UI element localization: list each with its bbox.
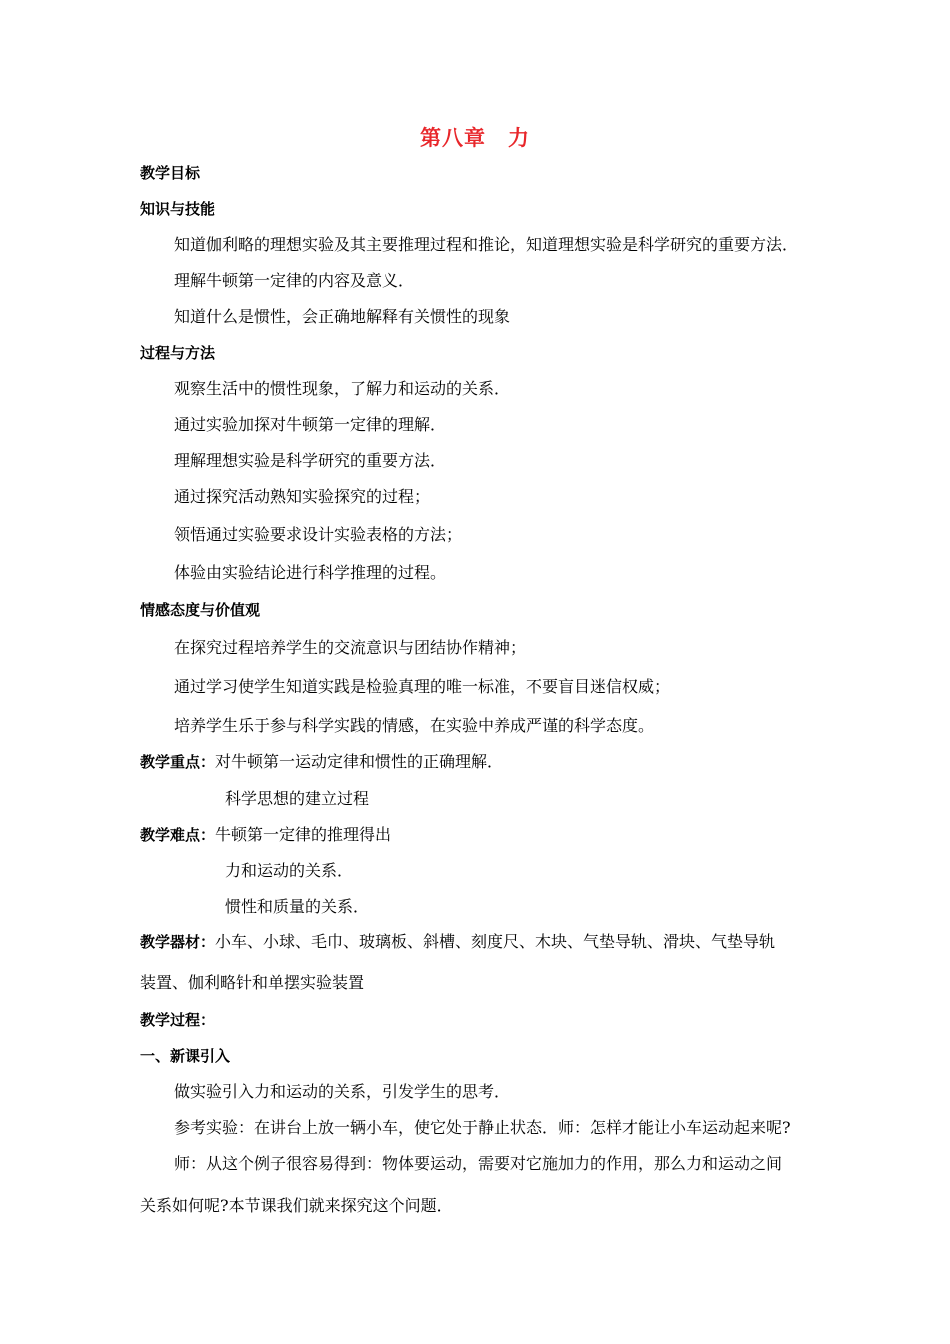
paragraph: 师：从这个例子很容易得到：物体要运动，需要对它施加力的作用，那么力和运动之间 bbox=[174, 1154, 783, 1173]
attitude-heading: 情感态度与价值观 bbox=[140, 601, 261, 619]
equipment-label: 教学器材： bbox=[140, 933, 216, 951]
process-item: 通过探究活动熟知实验探究的过程； bbox=[174, 487, 431, 506]
difficulty-item: 惯性和质量的关系． bbox=[225, 897, 370, 916]
attitude-item: 培养学生乐于参与科学实践的情感，在实验中养成严谨的科学态度。 bbox=[174, 716, 655, 735]
section-heading: 一、新课引入 bbox=[140, 1047, 231, 1065]
key-points-row bbox=[140, 752, 503, 772]
key-points-label: 教学重点： bbox=[140, 753, 216, 771]
process-item: 观察生活中的惯性现象，了解力和运动的关系． bbox=[174, 379, 511, 398]
knowledge-item: 知道伽利略的理想实验及其主要推理过程和推论，知道理想实验是科学研究的重要方法． bbox=[174, 235, 799, 254]
key-points-item: 对牛顿第一运动定律和惯性的正确理解． bbox=[215, 752, 504, 771]
knowledge-heading: 知识与技能 bbox=[140, 200, 216, 218]
paragraph: 参考实验：在讲台上放一辆小车，使它处于静止状态．师：怎样才能让小车运动起来呢? bbox=[174, 1118, 791, 1137]
equipment-list: 小车、小球、毛巾、玻璃板、斜槽、刻度尺、木块、气垫导轨、滑块、气垫导轨 bbox=[215, 932, 776, 951]
paragraph: 做实验引入力和运动的关系，引发学生的思考． bbox=[174, 1082, 511, 1101]
paragraph-continued: 关系如何呢?本节课我们就来探究这个问题． bbox=[140, 1196, 453, 1215]
process-item: 理解理想实验是科学研究的重要方法． bbox=[174, 451, 447, 470]
difficulties-label: 教学难点： bbox=[140, 826, 216, 844]
attitude-item: 通过学习使学生知道实践是检验真理的唯一标准，不要盲目迷信权威； bbox=[174, 677, 671, 696]
page-title: 第八章 力 bbox=[420, 126, 530, 150]
objectives-heading: 教学目标 bbox=[140, 164, 201, 182]
procedure-heading: 教学过程： bbox=[140, 1011, 216, 1029]
key-points-item: 科学思想的建立过程 bbox=[225, 789, 370, 808]
difficulty-item: 牛顿第一定律的推理得出 bbox=[215, 825, 392, 844]
knowledge-item: 理解牛顿第一定律的内容及意义． bbox=[174, 271, 415, 290]
process-item: 通过实验加探对牛顿第一定律的理解． bbox=[174, 415, 447, 434]
process-item: 领悟通过实验要求设计实验表格的方法； bbox=[174, 525, 463, 544]
difficulty-item: 力和运动的关系． bbox=[225, 861, 354, 880]
difficulties-row bbox=[140, 825, 391, 845]
knowledge-item: 知道什么是惯性，会正确地解释有关惯性的现象 bbox=[174, 307, 511, 326]
attitude-item: 在探究过程培养学生的交流意识与团结协作精神； bbox=[174, 638, 527, 657]
equipment-row bbox=[140, 932, 775, 952]
equipment-list-continued: 装置、伽利略针和单摆实验装置 bbox=[140, 973, 365, 992]
process-heading: 过程与方法 bbox=[140, 344, 216, 362]
process-item: 体验由实验结论进行科学推理的过程。 bbox=[174, 563, 447, 582]
